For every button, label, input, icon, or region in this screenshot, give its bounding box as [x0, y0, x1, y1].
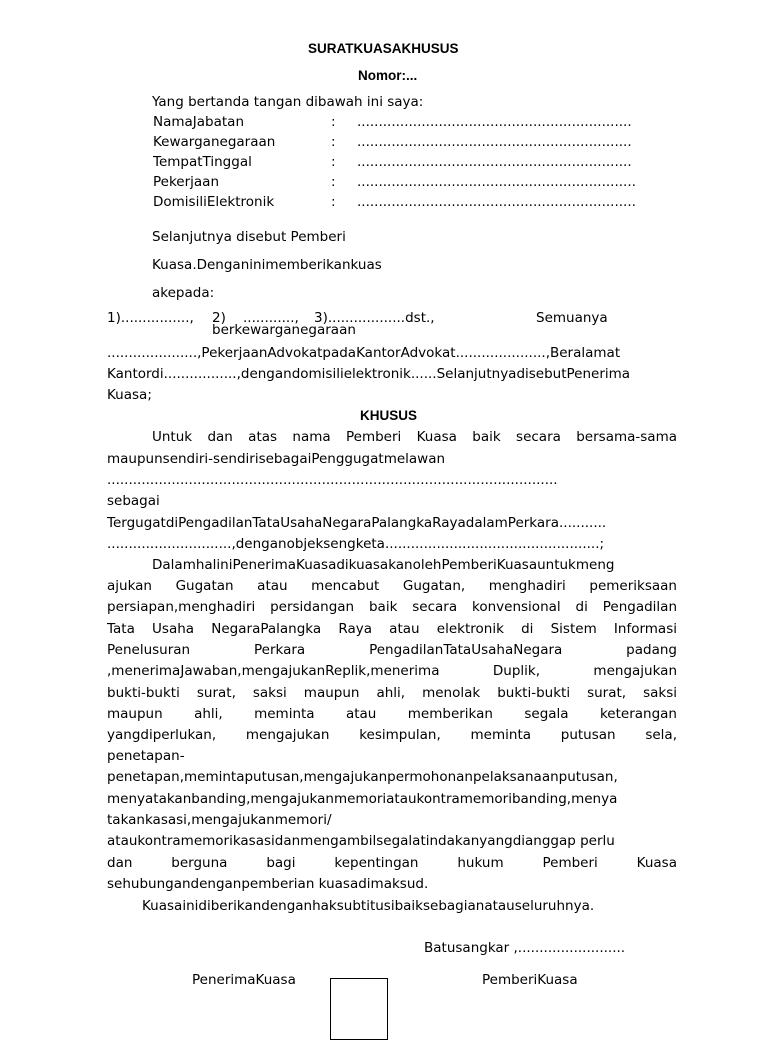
penerima-item-1: 1)................, — [107, 310, 194, 326]
body-line: takankasasi,mengajukanmemori/ — [107, 812, 332, 828]
body-line: penetapan,memintaputusan,mengajukanpermohonanpelaksanaanputusan, — [107, 769, 618, 785]
selanjutnya-text: Selanjutnya disebut Pemberi — [152, 229, 346, 245]
body-line: ataukontramemorikasasidanmengambilsegalatindakanyangdianggap perlu — [107, 833, 615, 849]
stamp-box — [330, 978, 388, 1040]
field-dots: ................................................................. — [357, 194, 636, 210]
penerima-item-2-number: 2) — [212, 310, 226, 326]
body-line: menyatakanbanding,mengajukanmemoriataukontramemoribanding,menya — [107, 791, 618, 807]
field-label: Kewarganegaraan — [153, 134, 276, 150]
berkewarganegaraan-text: berkewarganegaraan — [212, 322, 356, 338]
field-row — [0, 134, 768, 154]
place-date: Batusangkar ,......................... — [424, 940, 626, 956]
field-label: Pekerjaan — [153, 174, 220, 190]
body-line: persiapan,menghadiri persidangan baik secara konvensional di Pengadilan — [107, 599, 677, 615]
body-line: dan berguna bagi kepentingan hukum Pemberi Kuasa — [107, 855, 677, 871]
body-line: Untuk dan atas nama Pemberi Kuasa baik secara bersama-sama — [152, 429, 677, 445]
field-colon: : — [331, 194, 336, 210]
field-row — [0, 154, 768, 174]
body-line: Penelusuran Perkara PengadilanTataUsahaNegara padang — [107, 642, 677, 658]
body-line: Tata Usaha NegaraPalangka Raya atau elektronik di Sistem Informasi — [107, 621, 677, 637]
body-line: bukti-bukti surat, saksi maupun ahli, menolak bukti-bukti surat, saksi — [107, 685, 677, 701]
kuasa-text: Kuasa.Denganinimemberikankuas — [152, 257, 382, 273]
body-line: .............................,denganobjeksengketa..................................................; — [107, 536, 605, 552]
field-dots: ................................................................ — [357, 134, 632, 150]
field-dots: ................................................................. — [357, 174, 636, 190]
penerima-item-3: 3)..................dst., — [314, 310, 435, 326]
semuanya-text: Semuanya — [536, 310, 608, 326]
field-colon: : — [331, 154, 336, 170]
body-line: ......................................................................................................... — [107, 472, 558, 488]
field-dots: ................................................................ — [357, 154, 632, 170]
body-line: sehubungandenganpemberian kuasadimaksud. — [107, 876, 429, 892]
body-line: TergugatdiPengadilanTataUsahaNegaraPalangkaRayadalamPerkara........... — [107, 515, 607, 531]
doc-number: Nomor:... — [358, 68, 418, 83]
penerima-kuasa-label: PenerimaKuasa — [192, 972, 296, 988]
body-line: DalamhaliniPenerimaKuasadikuasakanolehPemberiKuasauntukmeng — [152, 557, 615, 573]
pekerjaan-line: .....................,PekerjaanAdvokatpadaKantorAdvokat.....................,Beralamat — [107, 345, 621, 361]
kuasa-end-line: Kuasa; — [107, 387, 152, 403]
body-line: yangdiperlukan, mengajukan kesimpulan, meminta putusan sela, — [107, 727, 677, 743]
intro-text: Yang bertanda tangan dibawah ini saya: — [152, 94, 424, 110]
field-row — [0, 174, 768, 194]
field-dots: ................................................................ — [357, 114, 632, 130]
khusus-heading: KHUSUS — [360, 408, 418, 423]
field-label: TempatTinggal — [153, 154, 252, 170]
doc-title: SURATKUASAKHUSUS — [308, 41, 459, 56]
body-line: maupun ahli, meminta atau memberikan segala keterangan — [107, 706, 677, 722]
pemberi-kuasa-label: PemberiKuasa — [482, 972, 578, 988]
body-line: ajukan Gugatan atau mencabut Gugatan, menghadiri pemeriksaan — [107, 578, 677, 594]
field-row — [0, 194, 768, 214]
field-colon: : — [331, 174, 336, 190]
body-line: sebagai — [107, 493, 160, 509]
field-label: NamaJabatan — [153, 114, 245, 130]
akepada-text: akepada: — [152, 285, 215, 301]
field-label: DomisiliElektronik — [153, 194, 275, 210]
field-row — [0, 114, 768, 134]
body-line: Kuasainidiberikandenganhaksubtitusibaiksebagianatauseluruhnya. — [142, 898, 595, 914]
body-line: penetapan- — [107, 748, 185, 764]
body-line: maupunsendiri-sendirisebagaiPenggugatmelawan — [107, 451, 446, 467]
penerima-item-2-dots: ............, — [243, 310, 299, 326]
kantor-line: Kantordi.................,dengandomisilielektronik......SelanjutnyadisebutPenerima — [107, 366, 631, 382]
field-colon: : — [331, 134, 336, 150]
body-line: ,menerimaJawaban,mengajukanReplik,menerima Duplik, mengajukan — [107, 663, 677, 679]
field-colon: : — [331, 114, 336, 130]
